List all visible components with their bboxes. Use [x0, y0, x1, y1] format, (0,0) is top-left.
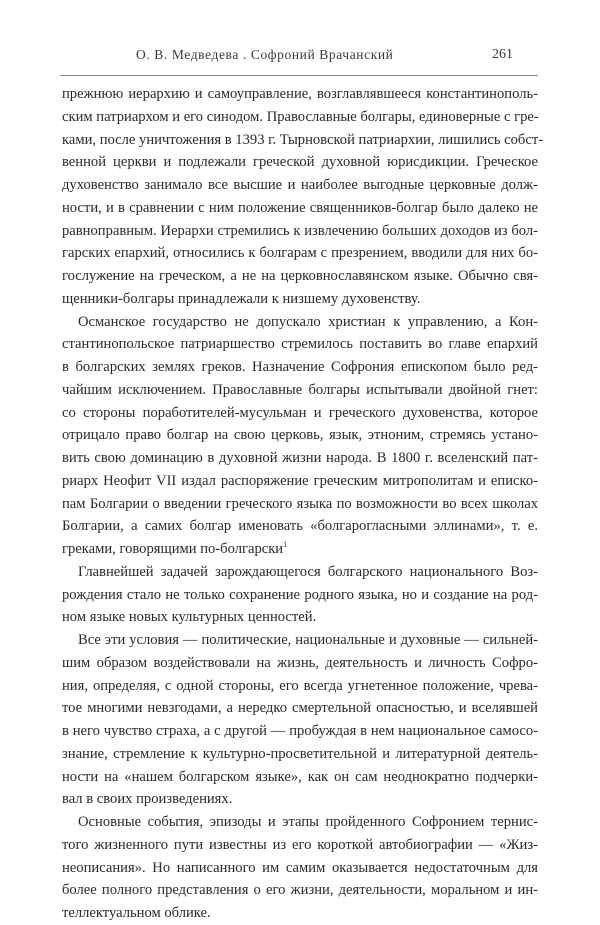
text-line: чайшим исключением. Православные болгары испытывали двойной гнет: — [62, 381, 538, 398]
text-line: гослужение на греческом, а не на церковнославянском языке. Обычно свя- — [62, 268, 538, 284]
text-line: греками, говорящими по-болгарски — [62, 541, 284, 557]
text-line: щенники-болгары принадлежали к низшему духовенству. — [62, 290, 421, 307]
text-line: духовенство занимало все высшие и наиболее выгодные церковные долж- — [62, 177, 538, 193]
text-line: вал в своих произведениях. — [62, 791, 233, 808]
text-line: ским патриархом и его синодом. Православные болгары, единоверные с гре- — [62, 108, 539, 125]
running-title: О. В. Медведева . Софроний Врачанский — [136, 47, 394, 62]
text-line: ности, и в сравнении с ним положение священников-болгар было далеко не — [62, 199, 538, 216]
text-line: ками, после уничтожения в 1393 г. Тырновской патриархии, лишились собст- — [62, 131, 544, 148]
text-line: Основные события, эпизоды и этапы пройденного Софронием тернис- — [78, 814, 538, 830]
text-line: отрицало право болгар на свою церковь, язык, этноним, стремясь устано- — [62, 427, 538, 444]
text-line-with-footnote — [62, 538, 538, 561]
text-line: тое многими невзгодами, а нередко смертельной опасностью, и вселявшей — [62, 700, 538, 717]
text-line: стантинопольское патриаршество стремилось поставить во главе епархий — [62, 336, 538, 353]
text-line: того жизненного пути известны из его короткой автобиографии — «Жиз- — [62, 836, 538, 853]
text-line: гарских епархий, относились к болгарам с презрением, вводили для них бо- — [62, 245, 538, 262]
text-line: более полного представления о его жизни, деятельности, моральном и ин- — [62, 882, 538, 899]
text-line: неописания». Но написанного им самим оказывается недостаточным для — [62, 859, 538, 876]
text-line: венной церкви и подлежали греческой духовной юрисдикции. Греческое — [62, 154, 538, 171]
page-number: 261 — [492, 47, 513, 62]
header-rule — [60, 75, 538, 76]
text-line: в болгарских землях греков. Назначение Софрония епископом было ред- — [62, 359, 538, 375]
text-line: ния, определяя, с одной стороны, его всегда угнетенное положение, чрева- — [62, 677, 538, 694]
text-line: шим образом воздействовали на жизнь, деятельность и личность Софро- — [62, 654, 538, 671]
text-line: пам Болгарии о введении греческого языка по возможности во всех школах — [62, 495, 538, 512]
text-line: рождения стало не только сохранение родного языка, но и создание на род- — [62, 586, 538, 603]
running-header — [0, 0, 600, 81]
text-line: в него чувство страха, а с другой — пробуждая в нем национальное самосо- — [62, 723, 538, 739]
footnote-marker[interactable]: 1 — [283, 540, 288, 550]
text-line: Все эти условия — политические, национальные и духовные — сильней- — [78, 632, 538, 648]
text-line: знание, стремление к культурно-просветительной и литературной деятель- — [62, 745, 538, 762]
text-line: со стороны поработителей-мусульман и греческого духовенства, которое — [62, 404, 538, 421]
text-line: риарх Неофит VII издал распоряжение греческим митрополитам и еписко- — [62, 472, 538, 489]
text-line: ности на «нашем болгарском языке», как он сам неоднократно подчерки- — [62, 768, 538, 785]
body-text — [62, 83, 544, 925]
text-line: ном языке новых культурных ценностей. — [62, 609, 317, 626]
text-line: Османское государство не допускало христиан к управлению, а Кон- — [78, 313, 538, 330]
text-line: Болгарии, а самих болгар именовать «болгарогласными эллинами», т. е. — [62, 518, 538, 535]
text-line: прежнюю иерархию и самоуправление, возглавлявшееся константинополь- — [62, 86, 538, 102]
text-line: Главнейшей задачей зарождающегося болгарского национального Воз- — [78, 563, 538, 580]
text-line: теллектуальном облике. — [62, 905, 211, 921]
text-line: вить свою доминацию в духовной жизни народа. В 1800 г. вселенский пат- — [62, 450, 538, 466]
text-line: равноправным. Иерархи стремились к извлечению больших доходов из бол- — [62, 222, 538, 239]
